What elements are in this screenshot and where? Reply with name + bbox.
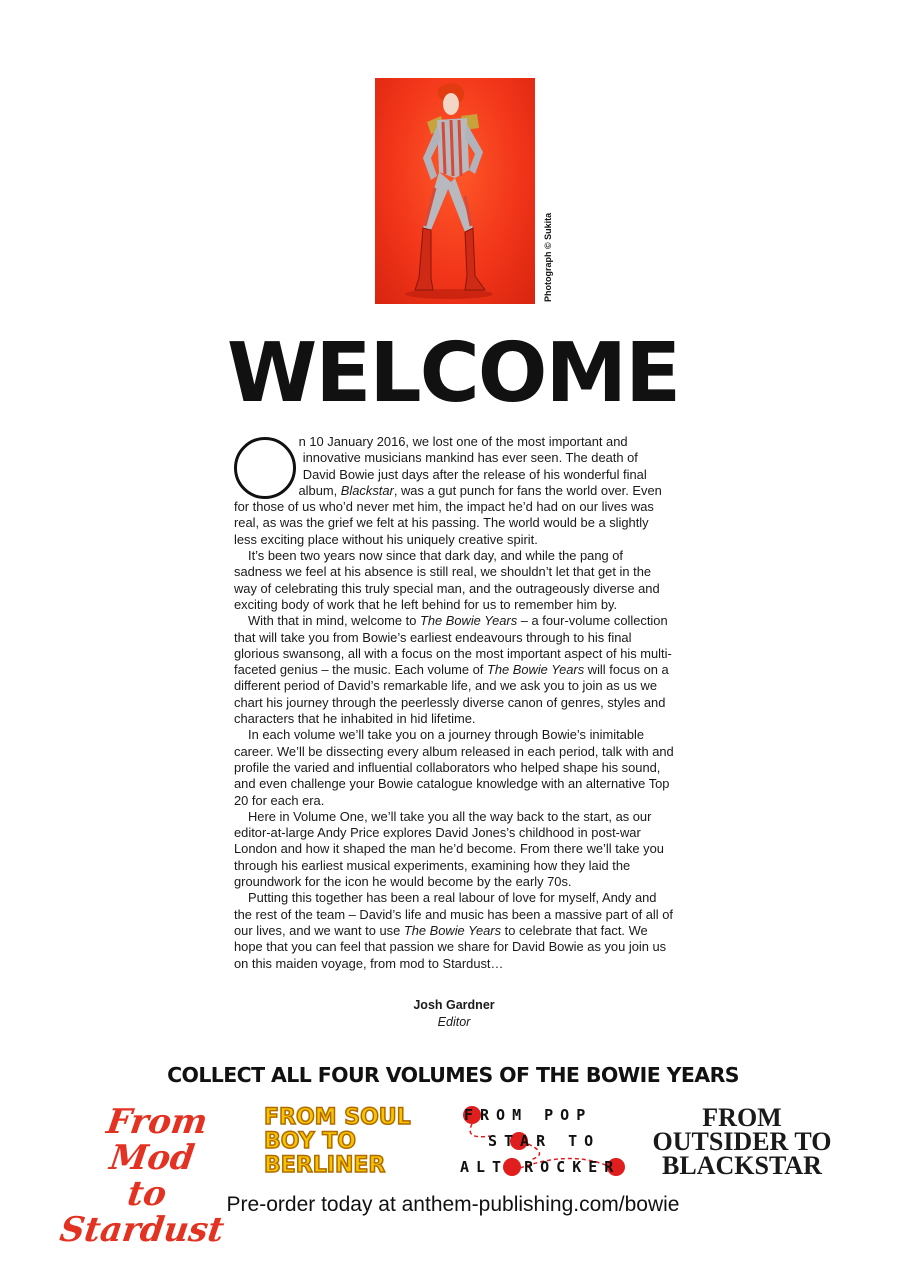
volume-4-line-1: FROM xyxy=(702,1103,782,1132)
collect-heading: COLLECT ALL FOUR VOLUMES OF THE BOWIE YEARS xyxy=(167,1063,739,1087)
drop-cap-o xyxy=(234,437,296,499)
paragraph-2: It’s been two years now since that dark day, and while the pang of sadness we feel at his absence is still real, we shouldn’t let that get in the way of celebrating this truly special man, and the outrageously diverse and exciting body of work that he left behind for us to remember him by. xyxy=(234,548,660,612)
volume-3-line-3: ALT ROCKER xyxy=(460,1158,621,1176)
bowie-photo xyxy=(375,78,535,304)
paragraph-1: n 10 January 2016, we lost one of the most important and innovative musicians mankind has ever seen. The death of David Bowie just days after the release of his wonderful final album, Blackstar, was a gut punch for fans the world over. Even for those of us who’d never met him, the impact he’d had on our lives was real, as was the grief we felt at his passing. The world would be a slightly less exciting place without his uniquely creative spirit. xyxy=(234,434,662,547)
volume-3-line-1: FROM POP xyxy=(464,1106,593,1124)
volume-4-line-3: BLACKSTAR xyxy=(662,1151,822,1180)
volume-1-logo xyxy=(54,1102,253,1250)
volume-4-line-2: OUTSIDER TO xyxy=(652,1127,832,1156)
signature-name: Josh Gardner xyxy=(413,998,495,1012)
volume-1-line-2: to Stardust xyxy=(57,1174,227,1250)
article-body xyxy=(234,434,674,972)
volume-2-logo xyxy=(264,1106,434,1182)
signature-role: Editor xyxy=(437,1015,471,1029)
page-title: WELCOME xyxy=(226,326,680,421)
photo-credit: Photograph © Sukita xyxy=(543,212,553,302)
volume-4-logo xyxy=(642,1103,842,1182)
bowie-figure-illustration xyxy=(375,78,535,304)
volume-3-logo xyxy=(450,1104,630,1182)
paragraph-6: Putting this together has been a real labour of love for myself, Andy and the rest of the team – David’s life and music has been a massive part of all of our lives, and we want to use The Bowie Years to celebrate that fact. We hope that you can feel that passion we share for David Bowie as you join us on this maiden voyage, from mod to Stardust… xyxy=(234,890,673,971)
volume-2-line-2: BOY TO xyxy=(264,1129,356,1154)
volume-3-line-2: STAR TO xyxy=(488,1132,601,1150)
volume-1-line-1: From Mod xyxy=(104,1102,210,1178)
paragraph-5: Here in Volume One, we’ll take you all the way back to the start, as our editor-at-large Andy Price explores David Jones’s childhood in post-war London and how it shaped the man he’d become. From there we’ll take you through his earliest musical experiments, examining how they laid the groundwork for the icon he would become by the early 70s. xyxy=(234,808,664,890)
paragraph-4: In each volume we’ll take you on a journey through Bowie’s inimitable career. We’ll be dissecting every album released in each period, talk with and profile the varied and influential collaborators who helped shape his sound, and even challenge your Bowie catalogue knowledge with an alternative Top 20 for each era. xyxy=(234,727,674,808)
preorder-text: Pre-order today at anthem-publishing.com/bowie xyxy=(226,1193,680,1216)
volume-2-line-3: BERLINER xyxy=(264,1153,386,1178)
volume-2-line-1: FROM SOUL xyxy=(264,1105,411,1130)
paragraph-3: With that in mind, welcome to The Bowie Years – a four-volume collection that will take you from Bowie’s earliest endeavours through to his final glorious swansong, all with a focus on the most important aspect of his multi-faceted genius – the music. Each volume of The Bowie Years will focus on a different period of David’s remarkable life, and we ask you to join as us we chart his journey through the peerlessly diverse canon of genres, styles and characters that he inhabited in hid lifetime. xyxy=(234,613,672,727)
